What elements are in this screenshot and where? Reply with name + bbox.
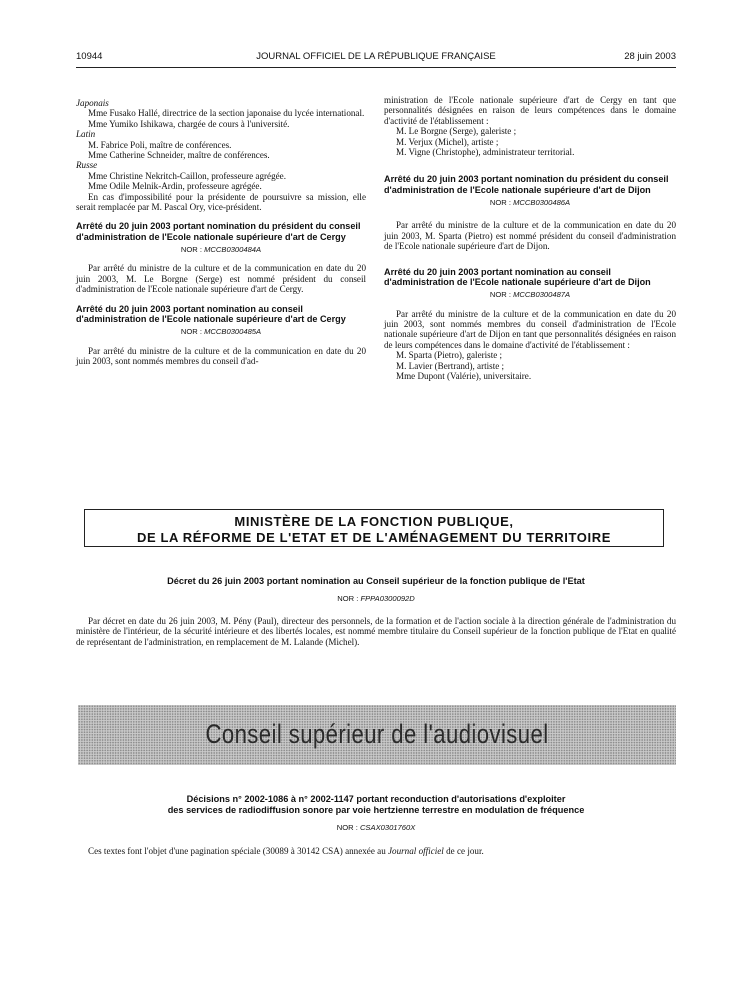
entry: Mme Odile Melnik-Ardin, professeure agrégée.	[88, 181, 262, 192]
nor-line: NOR : MCCB0300485A	[180, 327, 262, 337]
journal-title: JOURNAL OFFICIEL DE LA RÉPUBLIQUE FRANÇAISE	[256, 51, 496, 62]
nor-code: MCCB0300486A	[513, 198, 571, 208]
nor-code: MCCB0300484A	[204, 245, 262, 255]
entry: M. Fabrice Poli, maître de conférences.	[88, 139, 232, 150]
entry: Mme Catherine Schneider, maître de conférences.	[88, 150, 270, 161]
list-item: M. Sparta (Pietro), galeriste ;	[396, 350, 503, 361]
decisions-title-line-1: Décisions n° 2002-1086 à n° 2002-1147 portant reconduction d'autorisations d'exploiter	[186, 794, 566, 804]
decret-body: Par décret en date du 26 juin 2003, M. Pény (Paul), directeur des personnels, de la formation et de l'action sociale à la direction générale de l'administration du ministère de l'intérieur, de la sécurité intérieure et des libertés locales, est nommé membre titulaire du Conseil supérieur de la fonction publique de l'Etat en qualité de représentant de l'administration, en remplacement de M. Lalande (Michel).	[76, 616, 676, 647]
journal-officiel-ref: Journal officiel	[388, 846, 444, 856]
decret-title: Décret du 26 juin 2003 portant nomination au Conseil supérieur de la fonction publique de l'Etat	[167, 576, 585, 586]
right-column	[384, 95, 676, 382]
entry: Mme Christine Nekritch-Caillon, professeure agrégée.	[88, 170, 286, 181]
nor-code: MCCB0300487A	[513, 290, 571, 300]
nor-code: MCCB0300485A	[204, 327, 262, 337]
nor-line: NOR : MCCB0300487A	[489, 290, 571, 300]
arrete-title: Arrêté du 20 juin 2003 portant nomination du président du conseil d'administration de l'Ecole nationale supérieure d'art de Dijon	[384, 174, 669, 195]
section-latin: Latin	[76, 129, 96, 140]
arrete-title: Arrêté du 20 juin 2003 portant nomination au conseil d'administration de l'Ecole nationale supérieure d'art de Dijon	[384, 266, 651, 287]
ministry-line-2: DE LA RÉFORME DE L'ETAT ET DE L'AMÉNAGEMENT DU TERRITOIRE	[137, 529, 611, 545]
ministry-heading-box	[84, 509, 664, 547]
csa-banner-title: Conseil supérieur de l'audiovisuel	[205, 719, 549, 749]
list-item: M. Verjux (Michel), artiste ;	[396, 136, 499, 147]
nor-code: FPPA0300092D	[360, 594, 415, 603]
arrete-body: Par arrêté du ministre de la culture et de la communication en date du 20 juin 2003, M. Le Borgne (Serge) est nommé président du conseil d'administration de l'Ecole nationale supérieure d'art de Cergy.	[76, 263, 366, 295]
arrete-body: Par arrêté du ministre de la culture et de la communication en date du 20 juin 2003, sont nommés membres du conseil d'ad-	[76, 345, 366, 367]
arrete-title: Arrêté du 20 juin 2003 portant nomination du président du conseil d'administration de l'Ecole nationale supérieure d'art de Cergy	[76, 221, 361, 242]
list-item: Mme Dupont (Valérie), universitaire.	[396, 371, 532, 382]
arrete-body: Par arrêté du ministre de la culture et de la communication en date du 20 juin 2003, M. Sparta (Pietro) est nommé président du conseil d'administration de l'Ecole nationale supérieure d'art de Dijon.	[384, 220, 676, 252]
section-japonais: Japonais	[76, 98, 109, 108]
arrete-body: Par arrêté du ministre de la culture et de la communication en date du 20 juin 2003, sont nommés membres du conseil d'administration de l'Ecole nationale supérieure d'art de Dijon en tant que personnalités désignées en raison de leurs compétences dans le domaine d'activité de l'établissement :	[384, 308, 676, 350]
entry: En cas d'impossibilité pour la présidente de poursuivre sa mission, elle serait remplacée par M. Pascal Ory, vice-président.	[76, 191, 366, 213]
nor-line: NOR : MCCB0300486A	[489, 198, 571, 208]
nor-line: NOR : CSAX0301760X	[336, 823, 416, 832]
entry: Mme Yumiko Ishikawa, chargée de cours à l'université.	[88, 118, 290, 129]
arrete-body-continued: ministration de l'Ecole nationale supérieure d'art de Cergy en tant que personnalités désignées en raison de leurs compétences dans le domaine d'activité de l'établissement :	[384, 95, 676, 126]
entry: Mme Fusako Hallé, directrice de la section japonaise du lycée international.	[88, 108, 365, 119]
list-item: M. Vigne (Christophe), administrateur territorial.	[396, 147, 575, 158]
nor-line: NOR : FPPA0300092D	[337, 594, 415, 603]
arrete-title: Arrêté du 20 juin 2003 portant nomination au conseil d'administration de l'Ecole nationale supérieure d'art de Cergy	[76, 303, 346, 324]
page-header	[76, 51, 676, 65]
page-number: 10944	[76, 51, 103, 62]
header-rule	[76, 67, 676, 68]
ministry-line-1: MINISTÈRE DE LA FONCTION PUBLIQUE,	[234, 514, 514, 529]
list-item: M. Le Borgne (Serge), galeriste ;	[396, 126, 517, 137]
section-russe: Russe	[76, 160, 98, 171]
left-column	[76, 98, 366, 367]
nor-code: CSAX0301760X	[359, 823, 416, 832]
decisions-title	[76, 794, 676, 815]
nor-line: NOR : MCCB0300484A	[180, 245, 262, 255]
issue-date: 28 juin 2003	[624, 51, 676, 62]
decisions-title-line-2: des services de radiodiffusion sonore par voie hertzienne terrestre en modulation de fréquence	[167, 804, 585, 815]
list-item: M. Lavier (Bertrand), artiste ;	[396, 360, 505, 371]
decisions-body: Ces textes font l'objet d'une pagination spéciale (30089 à 30142 CSA) annexée au Journal officiel de ce jour.	[88, 846, 484, 856]
